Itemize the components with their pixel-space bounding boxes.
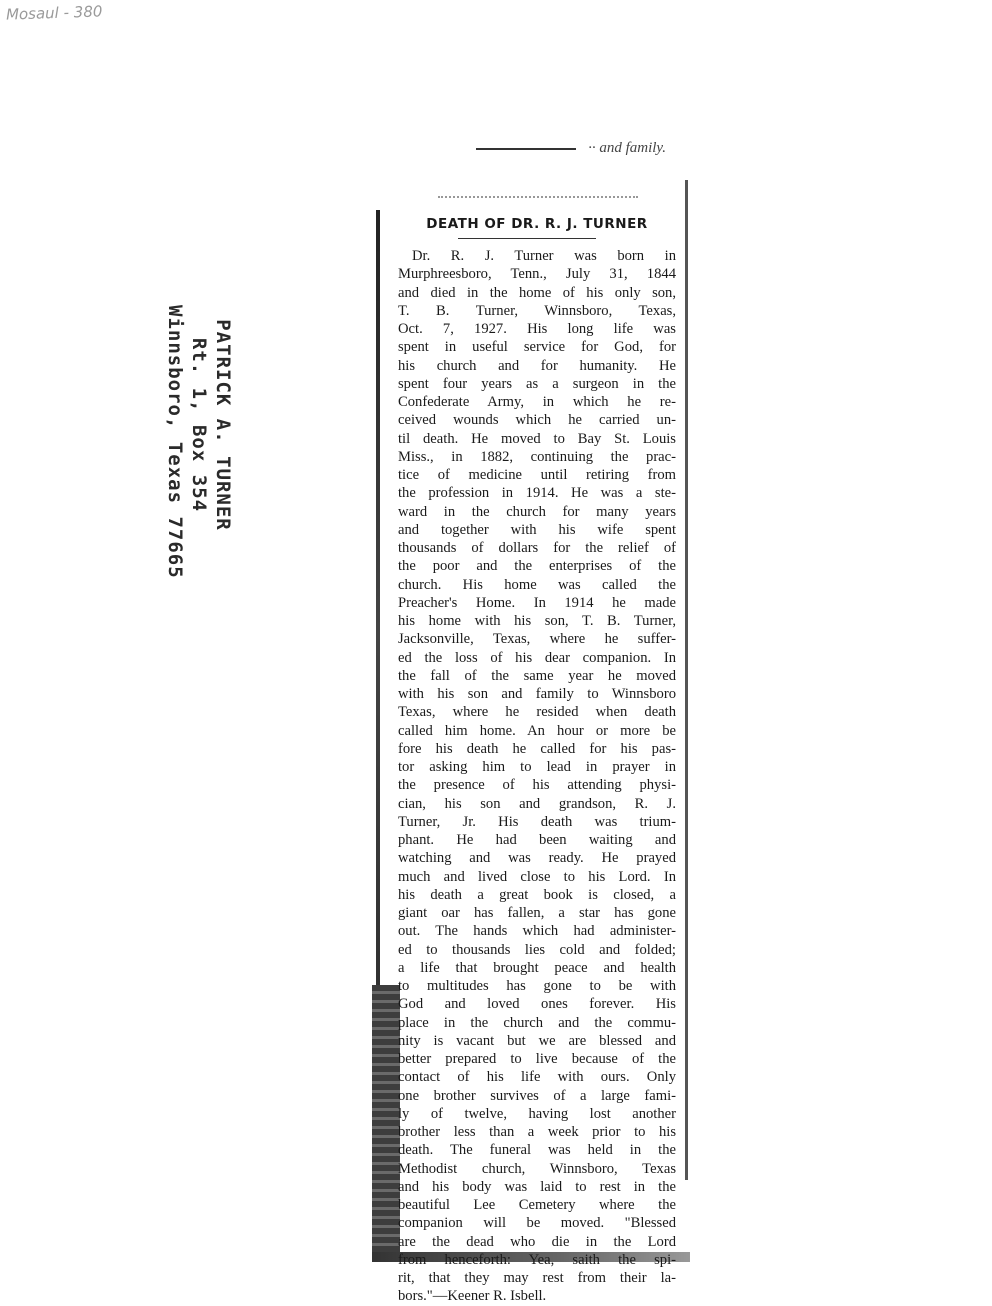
article-line: ceived wounds which he carried un- (398, 412, 676, 429)
article-line: watching and was ready. He prayed (398, 850, 676, 867)
stamp-city: Winnsboro, Texas 77665 (164, 305, 186, 579)
fragment-rule (476, 148, 576, 150)
article-line: phant. He had been waiting and (398, 832, 676, 848)
headline-rule (458, 238, 596, 239)
article-line: tor asking him to lead in prayer in (398, 759, 676, 775)
article-line: Murphreesboro, Tenn., July 31, 1844 (398, 266, 676, 283)
article-line: thousands of dollars for the relief of (398, 540, 676, 556)
article-line: and his body was laid to rest in the (398, 1178, 676, 1195)
article-line: the presence of his attending physi- (398, 777, 676, 794)
article-line: much and lived close to his Lord. In (398, 868, 676, 885)
article-line: tice of medicine until retiring from (398, 467, 676, 483)
clipping-top-fragment (378, 140, 684, 206)
article-line: Turner, Jr. His death was trium- (398, 813, 676, 830)
article-line: giant oar has fallen, a star has gone (398, 905, 676, 921)
article-line: the fall of the same year he moved (398, 667, 676, 684)
fragment-text: ·· and family. (588, 140, 666, 156)
article-line: place in the church and the commu- (398, 1014, 676, 1031)
article-line: out. The hands which had administer- (398, 923, 676, 940)
article-line: ed to thousands lies cold and folded; (398, 941, 676, 958)
article-line: spent four years as a surgeon in the (398, 375, 676, 392)
article-line: are the dead who die in the Lord (398, 1233, 676, 1250)
article-line: a life that brought peace and health (398, 959, 676, 976)
article-line: Dr. R. J. Turner was born in (412, 248, 676, 264)
article-line: and together with his wife spent (398, 521, 676, 538)
article-line: contact of his life with ours. Only (398, 1069, 676, 1086)
article-line: fore his death he called for his pas- (398, 740, 676, 757)
article-line: church. His home was called the (398, 576, 676, 593)
archive-handwritten-note: Mosaul - 380 (5, 2, 103, 24)
article-line: the profession in 1914. He was a ste- (398, 485, 676, 502)
article-line: to multitudes has gone to be with (398, 978, 676, 994)
article-line: T. B. Turner, Winnsboro, Texas, (398, 302, 676, 319)
article-body (398, 247, 676, 1306)
article-line: the poor and the enterprises of the (398, 558, 676, 575)
address-stamp (145, 305, 235, 579)
torn-smudge (438, 180, 638, 198)
article-line: his church and for humanity. He (398, 357, 676, 374)
obituary-article (398, 212, 676, 1306)
article-line: beautiful Lee Cemetery where the (398, 1197, 676, 1213)
stamp-name: PATRICK A. TURNER (212, 319, 234, 531)
article-line: brother less than a week prior to his (398, 1124, 676, 1140)
article-line: companion will be moved. "Blessed (398, 1215, 676, 1232)
article-line: spent in useful service for God, for (398, 339, 676, 356)
article-line: ed the loss of his dear companion. In (398, 649, 676, 666)
article-line: rit, that they may rest from their la- (398, 1270, 676, 1286)
article-line: called him home. An hour or more be (398, 722, 676, 739)
article-line: Confederate Army, in which he re- (398, 394, 676, 410)
article-line: Texas, where he resided when death (398, 704, 676, 721)
article-line: with his son and family to Winnsboro (398, 686, 676, 702)
article-line: ly of twelve, having lost another (398, 1105, 676, 1122)
article-line: ward in the church for many years (398, 503, 676, 520)
article-line: death. The funeral was held in the (398, 1142, 676, 1159)
article-line: Oct. 7, 1927. His long life was (398, 321, 676, 337)
article-line: Miss., in 1882, continuing the prac- (398, 448, 676, 465)
clipping-right-edge (685, 180, 688, 1180)
article-line: nity is vacant but we are blessed and (398, 1032, 676, 1049)
article-line: his death a great book is closed, a (398, 886, 676, 903)
newspaper-clipping (370, 140, 692, 1305)
article-line: Methodist church, Winnsboro, Texas (398, 1160, 676, 1177)
article-line: his home with his son, T. B. Turner, (398, 613, 676, 629)
article-headline: DEATH OF DR. R. J. TURNER (426, 216, 648, 232)
article-line: bors."—Keener R. Isbell. (398, 1288, 547, 1305)
article-line: and died in the home of his only son, (398, 284, 676, 301)
article-line: cian, his son and grandson, R. J. (398, 795, 676, 812)
article-line: from henceforth: Yea, saith the spi- (398, 1251, 676, 1268)
stamp-address: Rt. 1, Box 354 (188, 337, 210, 513)
clipping-shadow-band (372, 985, 400, 1260)
article-line: til death. He moved to Bay St. Louis (398, 430, 676, 447)
article-line: God and loved ones forever. His (398, 996, 676, 1013)
article-line: Jacksonville, Texas, where he suffer- (398, 631, 676, 648)
article-line: one brother survives of a large fami- (398, 1087, 676, 1104)
article-line: Preacher's Home. In 1914 he made (398, 594, 676, 611)
article-line: better prepared to live because of the (398, 1051, 676, 1067)
